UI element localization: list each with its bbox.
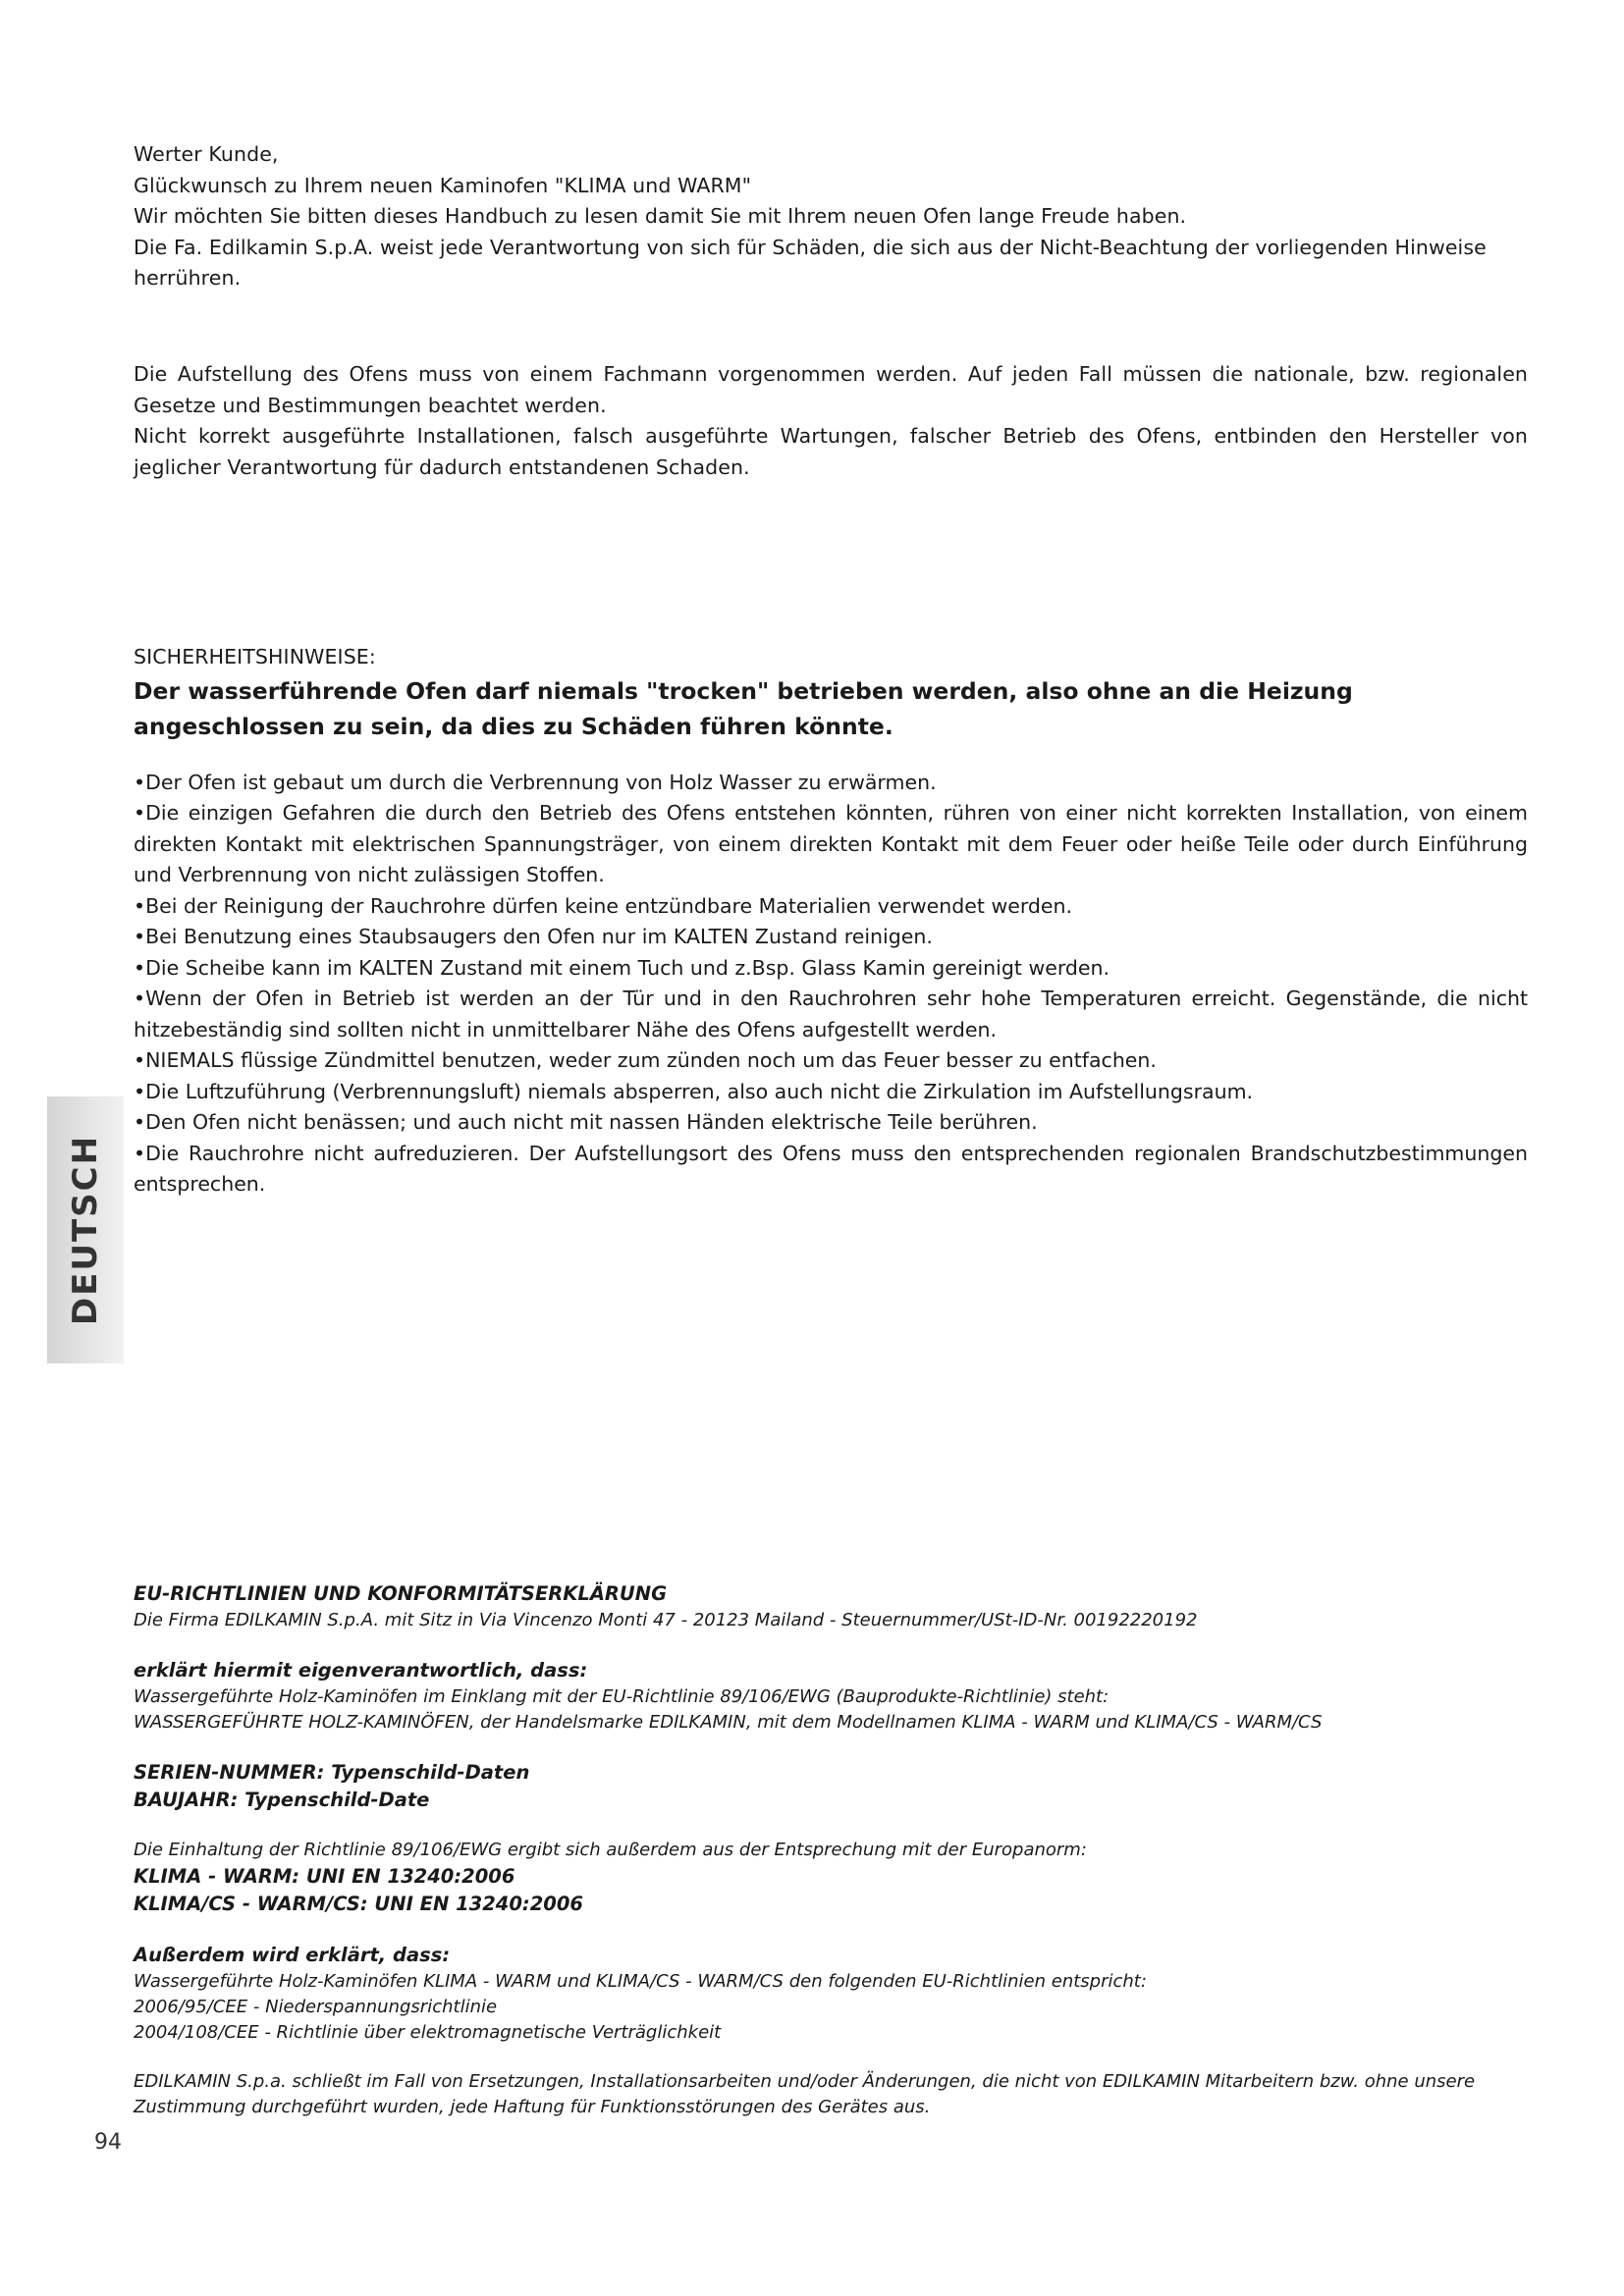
directive-line: 2006/95/CEE - Niederspannungsrichtlinie [134,1997,498,2017]
norm-entry: KLIMA - WARM: UNI EN 13240:2006 [134,1865,515,1888]
declares-heading: erklärt hiermit eigenverantwortlich, dass: [134,1659,588,1682]
greeting: Werter Kunde, [134,142,279,166]
declaration-section [134,1580,1528,2120]
language-tab [47,1096,124,1363]
liability-line: Die Fa. Edilkamin S.p.A. weist jede Verantwortung von sich für Schäden, die sich aus der Nicht-Beachtung der vorliegenden Hinweise herrühren. [134,235,1487,290]
declaration-title: EU-RICHTLINIEN UND KONFORMITÄTSERKLÄRUNG [134,1582,668,1605]
language-tab-label: DEUTSCH [66,1134,105,1326]
intro-section [134,139,1528,294]
congratulations-line: Glückwunsch zu Ihrem neuen Kaminofen "KLIMA und WARM" [134,173,752,197]
serial-number: SERIEN-NUMMER: Typenschild-Daten [134,1761,530,1784]
declares-line: Wassergeführte Holz-Kaminöfen im Einklang mit der EU-Richtlinie 89/106/EWG (Bauprodukte-Richtlinie) steht: [134,1686,1110,1707]
safety-item: •Die Luftzuführung (Verbrennungsluft) niemals absperren, also auch nicht die Zirkulation im Aufstellungsraum. [134,1079,1254,1103]
safety-item: •Der Ofen ist gebaut um durch die Verbrennung von Holz Wasser zu erwärmen. [134,770,937,794]
also-line: Wassergeführte Holz-Kaminöfen KLIMA - WARM und KLIMA/CS - WARM/CS den folgenden EU-Richtlinien entspricht: [134,1971,1147,1992]
safety-item: •NIEMALS flüssige Zündmittel benutzen, weder zum zünden noch um das Feuer besser zu entfachen. [134,1048,1157,1072]
safety-item: •Die einzigen Gefahren die durch den Betrieb des Ofens entstehen könnten, rühren von einer nicht korrekten Installation, von einem direkten Kontakt mit elektrischen Spannungsträger, von einem direkten Kontakt mit dem Feuer oder heiße Teile oder durch Einführung und Verbrennung von nicht zulässigen Stoffen. [134,801,1528,886]
safety-section [134,642,1528,1201]
safety-item: •Den Ofen nicht benässen; und auch nicht mit nassen Händen elektrische Teile berühren. [134,1110,1038,1134]
installation-paragraph: Nicht korrekt ausgeführte Installationen, falsch ausgeführte Wartungen, falscher Betrieb des Ofens, entbinden den Hersteller von jeglicher Verantwortung für dadurch entstandenen Schaden. [134,424,1528,479]
safety-item: •Bei Benutzung eines Staubsaugers den Ofen nur im KALTEN Zustand reinigen. [134,925,933,948]
norm-line: Die Einhaltung der Richtlinie 89/106/EWG ergibt sich außerdem aus der Entsprechung mit der Europanorm: [134,1840,1087,1860]
safety-item: •Die Rauchrohre nicht aufreduzieren. Der Aufstellungsort des Ofens muss den entsprechenden regionalen Brandschutzbestimmungen entsprechen. [134,1141,1528,1196]
directive-line: 2004/108/CEE - Richtlinie über elektromagnetische Verträglichkeit [134,2022,722,2043]
declares-line: WASSERGEFÜHRTE HOLZ-KAMINÖFEN, der Handelsmarke EDILKAMIN, mit dem Modellnamen KLIMA - WARM und KLIMA/CS - WARM/CS [134,1712,1323,1733]
installation-section [134,359,1528,483]
page-number: 94 [94,2130,122,2155]
also-heading: Außerdem wird erklärt, dass: [134,1944,451,1966]
safety-item: •Wenn der Ofen in Betrieb ist werden an der Tür und in den Rauchrohren sehr hohe Temperaturen erreicht. Gegenstände, die nicht hitzebeständig sind sollten nicht in unmittelbarer Nähe des Ofens aufgestellt werden. [134,987,1528,1041]
read-manual-line: Wir möchten Sie bitten dieses Handbuch zu lesen damit Sie mit Ihrem neuen Ofen lange Freude haben. [134,204,1187,228]
safety-item: •Bei der Reinigung der Rauchrohre dürfen keine entzündbare Materialien verwendet werden. [134,893,1073,918]
norm-entry: KLIMA/CS - WARM/CS: UNI EN 13240:2006 [134,1893,583,1915]
construction-year: BAUJAHR: Typenschild-Date [134,1789,430,1811]
safety-heading: SICHERHEITSHINWEISE: [134,645,376,668]
safety-item: •Die Scheibe kann im KALTEN Zustand mit einem Tuch und z.Bsp. Glass Kamin gereinigt werden. [134,955,1110,980]
installation-paragraph: Die Aufstellung des Ofens muss von einem Fachmann vorgenommen werden. Auf jeden Fall müssen die nationale, bzw. regionalen Gesetze und Bestimmungen beachtet werden. [134,362,1528,417]
disclaimer: EDILKAMIN S.p.a. schließt im Fall von Ersetzungen, Installationsarbeiten und/oder Änderungen, die nicht von EDILKAMIN Mitarbeitern bzw. ohne unsere Zustimmung durchgeführt wurden, jede Haftung für Funktionsstörungen des Gerätes aus. [134,2071,1476,2117]
company-line: Die Firma EDILKAMIN S.p.A. mit Sitz in Via Vincenzo Monti 47 - 20123 Mailand - Steuernummer/USt-ID-Nr. 00192220192 [134,1610,1198,1630]
safety-warning: Der wasserführende Ofen darf niemals "trocken" betrieben werden, also ohne an die Heizung angeschlossen zu sein, da dies zu Schäden führen könnte. [134,676,1353,740]
